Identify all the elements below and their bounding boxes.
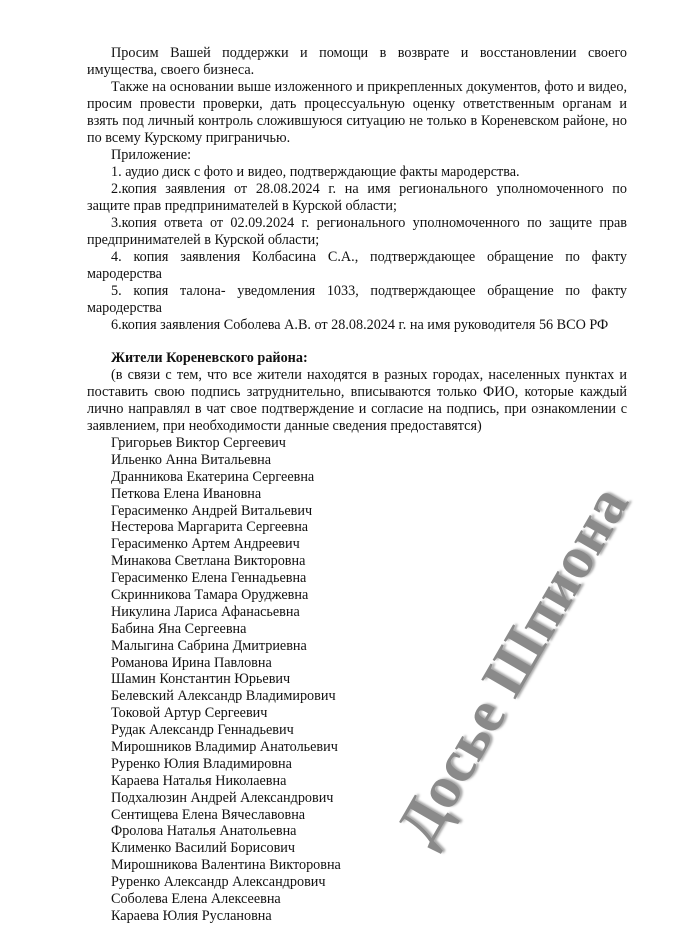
residents-note: (в связи с тем, что все жители находятся в разных городах, населенных пунктах и поставить свою подпись затруднительно, вписываются только ФИО, которые каждый лично направлял в чат свое подтверждение и согласие на подпись, при ознакомлении с заявлением, при необходимости данные сведения предоставятся) — [87, 367, 627, 434]
resident-name: Герасименко Елена Геннадьевна — [111, 570, 307, 587]
resident-name: Токовой Артур Сергеевич — [111, 705, 268, 722]
attachment-item: 1. аудио диск с фото и видео, подтверждающие факты мародерства. — [111, 164, 520, 180]
resident-name: Караева Наталья Николаевна — [111, 772, 287, 789]
resident-name: Дранникова Екатерина Сергеевна — [111, 468, 315, 485]
resident-name: Григорьев Виктор Сергеевич — [111, 435, 286, 451]
resident-name: Подхалюзин Андрей Александрович — [111, 789, 334, 806]
resident-name: Сентищева Елена Вячеславовна — [111, 806, 306, 823]
attachment-item: 5. копия талона- уведомления 1033, подтверждающее обращение по факту мародерства — [87, 283, 627, 316]
resident-name: Шамин Константин Юрьевич — [111, 671, 291, 688]
resident-name: Мирошников Владимир Анатольевич — [111, 739, 338, 756]
resident-name: Петкова Елена Ивановна — [111, 485, 262, 502]
attachments-list — [87, 164, 627, 334]
residents-heading: Жители Кореневского района: — [111, 350, 308, 366]
resident-name: Герасименко Артем Андреевич — [111, 536, 300, 553]
attachment-item: 3.копия ответа от 02.09.2024 г. регионального уполномоченного по защите прав предпринимателей в Курской области; — [87, 215, 627, 248]
watermark: Досье Шпиона — [383, 474, 641, 856]
resident-name: Белевский Александр Владимирович — [111, 688, 336, 705]
resident-name: Романова Ирина Павловна — [111, 654, 272, 671]
resident-name: Рудак Александр Геннадьевич — [111, 722, 294, 739]
attachment-item: 6.копия заявления Соболева А.В. от 28.08.2024 г. на имя руководителя 56 ВСО РФ — [111, 317, 609, 333]
resident-name: Руренко Юлия Владимировна — [111, 755, 292, 772]
resident-name: Руренко Александр Александрович — [111, 874, 326, 891]
resident-name: Никулина Лариса Афанасьевна — [111, 603, 300, 620]
resident-name: Соболева Елена Алексеевна — [111, 891, 281, 908]
resident-name: Герасименко Андрей Витальевич — [111, 502, 313, 519]
resident-name: Клименко Василий Борисович — [111, 840, 296, 857]
resident-name: Нестерова Маргарита Сергеевна — [111, 519, 309, 536]
resident-name: Малыгина Сабрина Дмитриевна — [111, 637, 307, 654]
attachment-item: 2.копия заявления от 28.08.2024 г. на имя регионального уполномоченного по защите прав предпринимателей в Курской области; — [87, 181, 627, 214]
resident-name: Бабина Яна Сергеевна — [111, 620, 247, 637]
attachment-item: 4. копия заявления Колбасина С.А., подтверждающее обращение по факту мародерства — [87, 249, 627, 282]
document-page — [87, 45, 627, 925]
attachments-title: Приложение: — [111, 147, 192, 163]
resident-name: Скринникова Тамара Оруджевна — [111, 587, 309, 604]
paragraph-request: Просим Вашей поддержки и помощи в возврате и восстановлении своего имущества, своего бизнеса. — [87, 45, 627, 78]
resident-name: Минакова Светлана Викторовна — [111, 553, 306, 570]
paragraph-investigation: Также на основании выше изложенного и прикрепленных документов, фото и видео, просим провести проверки, дать процессуальную оценку ответственным органам и взять под личный контроль сложившуюся ситуацию не только в Кореневском районе, но по всему Курскому приграничью. — [87, 79, 627, 146]
resident-name: Фролова Наталья Анатольевна — [111, 823, 297, 840]
residents-names-list — [87, 435, 627, 925]
resident-name: Мирошникова Валентина Викторовна — [111, 857, 341, 874]
resident-name: Ильенко Анна Витальевна — [111, 451, 272, 468]
resident-name: Караева Юлия Руслановна — [111, 907, 272, 924]
